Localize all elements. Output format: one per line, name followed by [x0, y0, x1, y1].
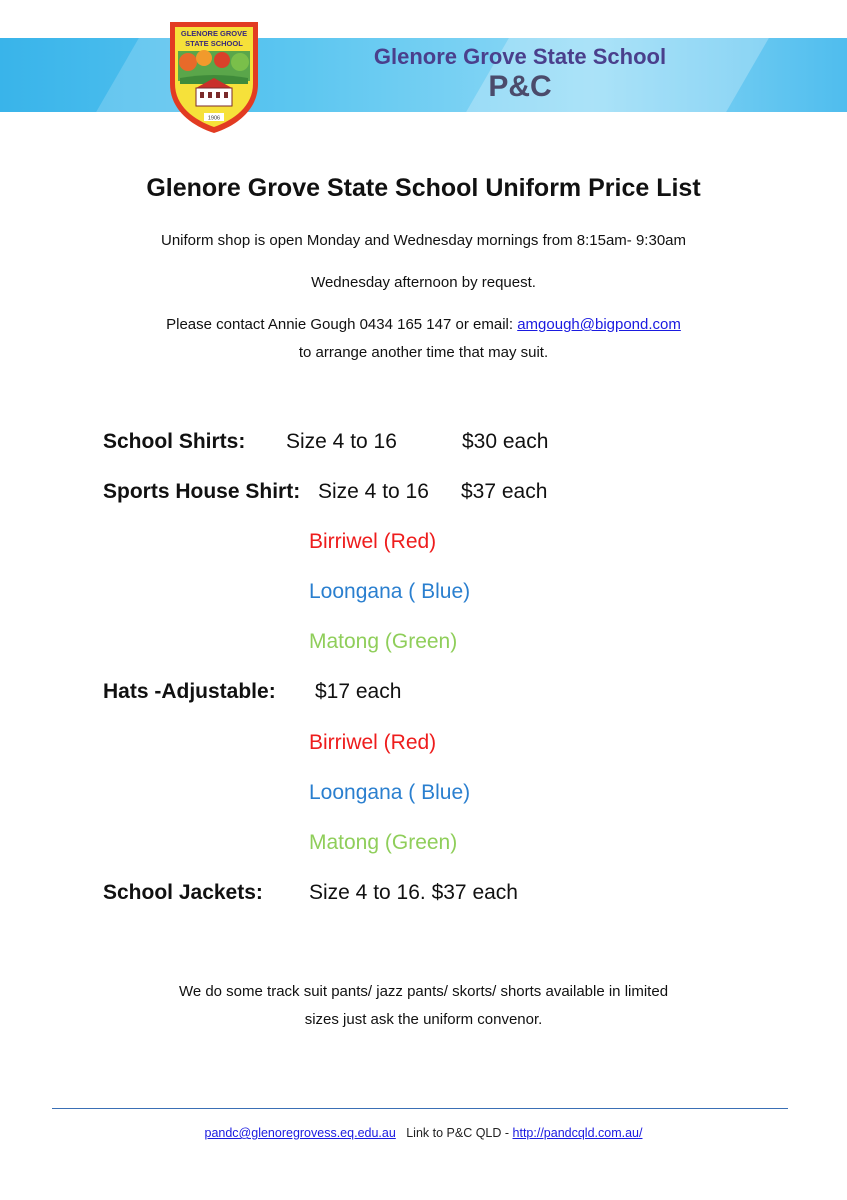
- school-crest-logo: [166, 18, 262, 136]
- sports-shirt-size: Size 4 to 16: [318, 480, 429, 503]
- availability-note-line2: sizes just ask the uniform convenor.: [304, 1011, 543, 1028]
- school-shirts-label: School Shirts:: [103, 430, 246, 453]
- contact-suffix: to arrange another time that may suit.: [298, 344, 549, 361]
- sports-house-blue: Loongana ( Blue): [309, 580, 471, 603]
- jackets-size-price: Size 4 to 16. $37 each: [309, 881, 518, 904]
- contact-text: Please contact Annie Gough 0434 165 147 or email:: [166, 316, 518, 333]
- shop-hours: Uniform shop is open Monday and Wednesday mornings from 8:15am- 9:30am: [161, 232, 686, 249]
- sports-house-green: Matong (Green): [309, 630, 458, 653]
- availability-note-line1: We do some track suit pants/ jazz pants/ skorts/ shorts available in limited: [178, 983, 669, 1000]
- school-shirts-row: [103, 430, 245, 454]
- footer-url-link[interactable]: http://pandcqld.com.au/: [512, 1126, 643, 1140]
- hat-house-green: Matong (Green): [309, 831, 458, 854]
- sports-shirt-price: $37 each: [461, 480, 548, 503]
- jackets-row: [103, 881, 263, 905]
- hats-label: Hats -Adjustable:: [103, 680, 276, 703]
- page-title: Glenore Grove State School Uniform Price List: [146, 174, 701, 202]
- hats-row: [103, 680, 276, 704]
- footer-link-label: Link to P&C QLD -: [406, 1126, 510, 1140]
- school-shirts-size: Size 4 to 16: [286, 430, 397, 453]
- hat-house-blue: Loongana ( Blue): [309, 781, 471, 804]
- school-shirts-price: $30 each: [462, 430, 549, 453]
- footer-email-link[interactable]: pandc@glenoregrovess.eq.edu.au: [204, 1126, 396, 1140]
- svg-text:GLENORE GROVE: GLENORE GROVE: [180, 29, 248, 38]
- sports-shirt-row: [103, 480, 300, 504]
- afternoon-note: Wednesday afternoon by request.: [311, 274, 536, 291]
- svg-text:1906: 1906: [207, 115, 221, 122]
- sports-shirt-label: Sports House Shirt:: [103, 480, 301, 503]
- contact-email-link[interactable]: amgough@bigpond.com: [517, 316, 681, 333]
- sports-house-red: Birriwel (Red): [309, 530, 437, 553]
- contact-line: [0, 316, 847, 333]
- banner-school-name: Glenore Grove State School: [373, 44, 667, 69]
- footer-divider: [52, 1108, 788, 1109]
- footer: [0, 1126, 847, 1140]
- jackets-label: School Jackets:: [103, 881, 263, 904]
- hats-price: $17 each: [315, 680, 402, 703]
- banner-org: P&C: [488, 70, 552, 103]
- hat-house-red: Birriwel (Red): [309, 731, 437, 754]
- svg-text:STATE SCHOOL: STATE SCHOOL: [185, 39, 243, 48]
